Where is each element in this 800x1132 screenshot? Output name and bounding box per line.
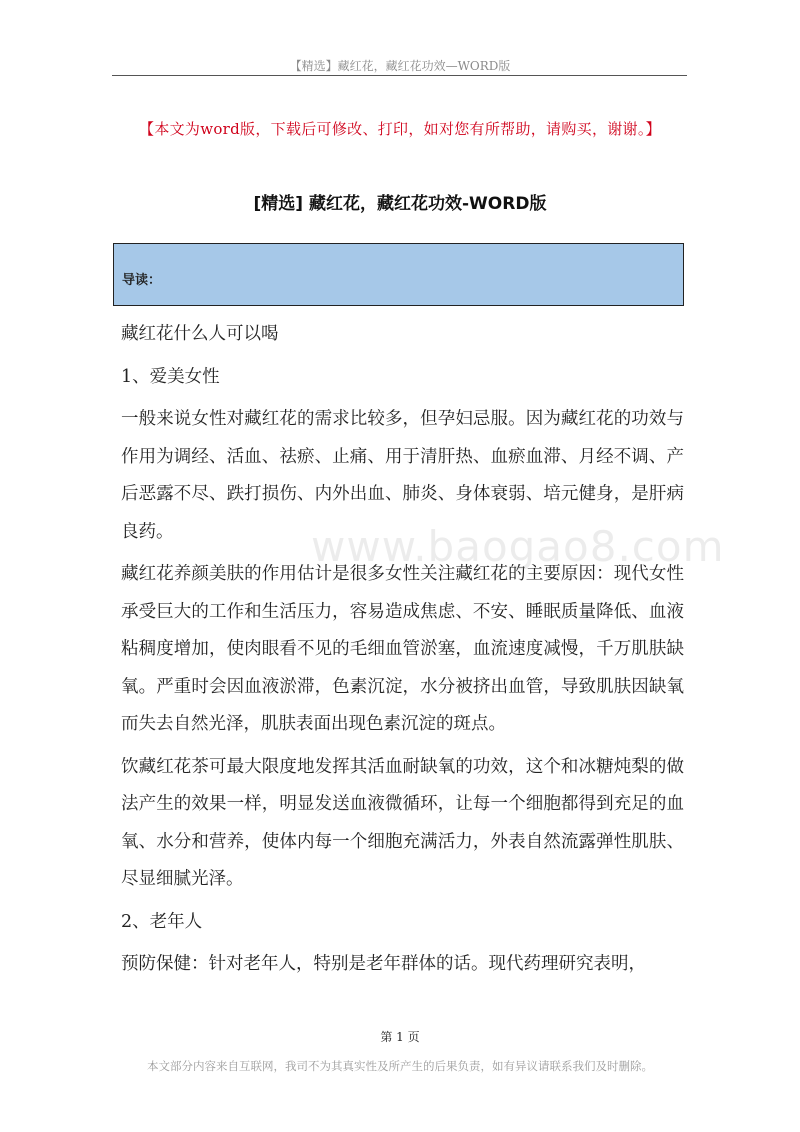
body-paragraph-2: 藏红花养颜美肤的作用估计是很多女性关注藏红花的主要原因：现代女性承受巨大的工作和生活压力，容易造成焦虑、不安、睡眠质量降低、血液粘稠度增加，使肉眼看不见的毛细血管淤塞，血流速度减慢，千万肌肤缺氧。严重时会因血液淤滞，色素沉淀，水分被挤出血管，导致肌肤因缺氧而失去自然光泽，肌肤表面出现色素沉淀的斑点。 [121,564,684,734]
document-title: [精选] 藏红花，藏红花功效-WORD版 [253,194,547,214]
document-body [121,316,684,989]
section-heading-2: 2、老年人 [121,911,203,932]
guide-box [113,243,684,306]
watermark-text: www.baogao8.com [311,522,725,571]
body-paragraph-4: 预防保健：针对老年人，特别是老年群体的话。现代药理研究表明， [121,954,646,974]
section-heading-1: 1、爱美女性 [121,366,220,387]
download-notice: 【本文为word版，下载后可修改、打印，如对您有所帮助，请购买，谢谢。】 [139,120,661,138]
body-subtitle: 藏红花什么人可以喝 [121,324,279,344]
page-number: 第 1 页 [380,1030,420,1044]
body-paragraph-1: 一般来说女性对藏红花的需求比较多，但孕妇忌服。因为藏红花的功效与作用为调经、活血、祛瘀、止痛、用于清肝热、血瘀血滞、月经不调、产后恶露不尽、跌打损伤、内外出血、肺炎、身体衰弱、培元健身，是肝病良药。 [121,409,684,542]
page-header-text: 【精选】藏红花，藏红花功效—WORD版 [289,59,511,73]
footer-disclaimer: 本文部分内容来自互联网，我司不为其真实性及所产生的后果负责，如有异议请联系我们及时删除。 [147,1059,653,1073]
header-divider [112,75,687,76]
body-paragraph-3: 饮藏红花茶可最大限度地发挥其活血耐缺氧的功效，这个和冰糖炖梨的做法产生的效果一样，明显发送血液微循环，让每一个细胞都得到充足的血氧、水分和营养，使体内每一个细胞充满活力，外表自然流露弹性肌肤、尽显细腻光泽。 [121,756,684,889]
guide-label: 导读： [122,273,162,288]
